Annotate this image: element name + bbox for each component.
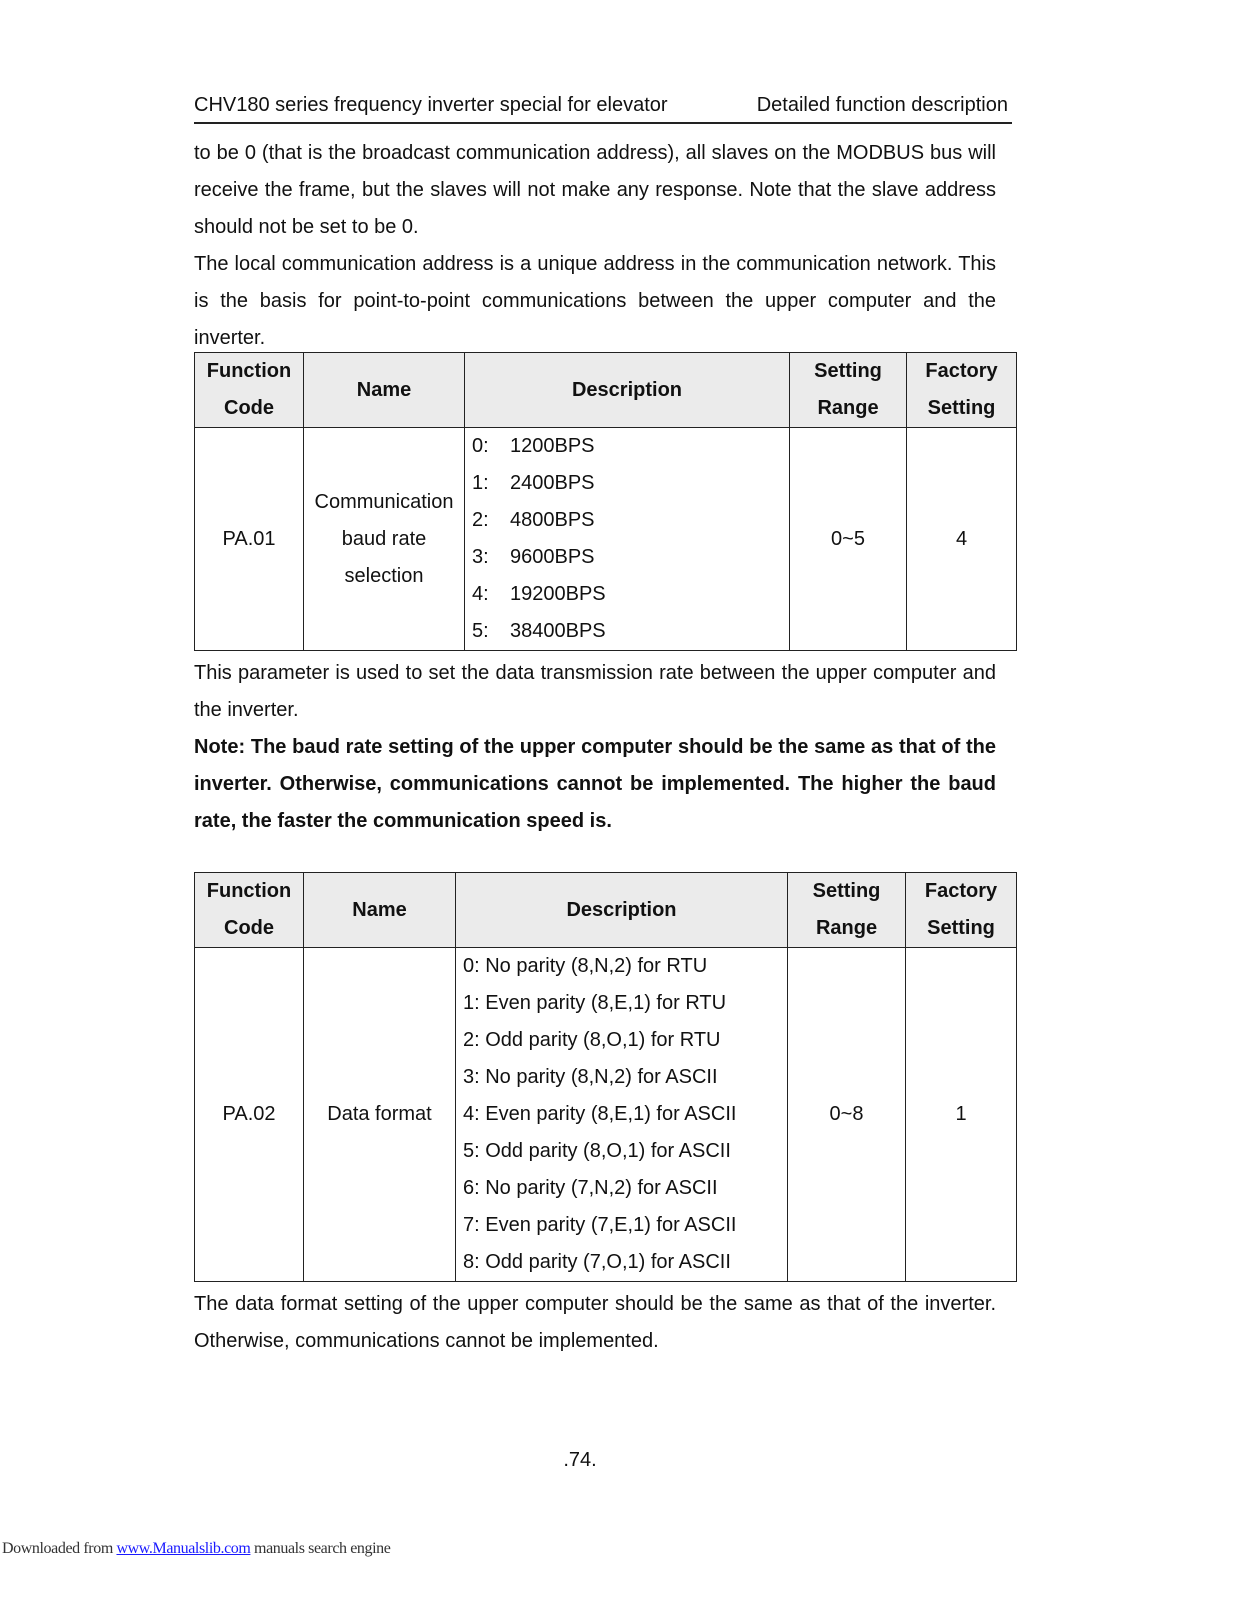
header-description: Description — [456, 873, 788, 948]
name-cell: Data format — [304, 948, 456, 1282]
paragraph-data-format: The data format setting of the upper computer should be the same as that of the inverter. Otherwise, communications cannot be implemented. — [194, 1293, 996, 1352]
option-line: 0: No parity (8,N,2) for RTU — [463, 955, 708, 977]
header-factory-setting: Factory Setting — [906, 873, 1017, 948]
header-name: Name — [304, 873, 456, 948]
header-setting-range: Setting Range — [790, 353, 907, 428]
header-title: CHV180 series frequency inverter special for elevator — [194, 94, 668, 116]
footer-suffix: manuals search engine — [250, 1540, 391, 1557]
option-line: 1: 2400BPS — [472, 472, 595, 494]
option-line: 2: Odd parity (8,O,1) for RTU — [463, 1029, 721, 1051]
page-number: .74. — [563, 1449, 597, 1471]
header-function-code: Function Code — [195, 353, 304, 428]
table-header-row — [195, 353, 1017, 428]
option-line: 5: 38400BPS — [472, 620, 606, 642]
manualslib-link[interactable]: www.Manualslib.com — [116, 1540, 251, 1557]
note-paragraph: Note: The baud rate setting of the upper computer should be the same as that of the inverter. Otherwise, communications cannot be implemented. The higher the baud rate, the faster the communication speed is. — [194, 736, 996, 832]
option-line: 3: 9600BPS — [472, 546, 595, 568]
page-header — [194, 92, 1012, 124]
header-name: Name — [304, 353, 465, 428]
paragraph-local-address: The local communication address is a unique address in the communication network. This is the basis for point-to-point communications between the upper computer and the inverter. — [194, 253, 996, 349]
table-header-row — [195, 873, 1017, 948]
option-line: 6: No parity (7,N,2) for ASCII — [463, 1177, 718, 1199]
description-cell — [456, 948, 788, 1282]
table-row — [195, 428, 1017, 651]
option-line: 0: 1200BPS — [472, 435, 595, 457]
function-code-cell: PA.02 — [195, 948, 304, 1282]
setting-range-cell: 0~8 — [788, 948, 906, 1282]
paragraph-baud-rate: This parameter is used to set the data transmission rate between the upper computer and the inverter. — [194, 662, 996, 721]
download-footer — [2, 1540, 390, 1558]
header-setting-range: Setting Range — [788, 873, 906, 948]
option-line: 1: Even parity (8,E,1) for RTU — [463, 992, 727, 1014]
option-line: 3: No parity (8,N,2) for ASCII — [463, 1066, 718, 1088]
header-section: Detailed function description — [756, 94, 1008, 116]
name-cell: Communication baud rate selection — [304, 428, 465, 651]
footer-prefix: Downloaded from — [2, 1540, 117, 1557]
setting-range-cell: 0~5 — [790, 428, 907, 651]
header-factory-setting: Factory Setting — [907, 353, 1017, 428]
option-line: 7: Even parity (7,E,1) for ASCII — [463, 1214, 737, 1236]
option-line: 8: Odd parity (7,O,1) for ASCII — [463, 1251, 731, 1273]
option-line: 4: Even parity (8,E,1) for ASCII — [463, 1103, 737, 1125]
factory-setting-cell: 4 — [907, 428, 1017, 651]
factory-setting-cell: 1 — [906, 948, 1017, 1282]
header-description: Description — [465, 353, 790, 428]
baud-rate-table — [194, 352, 1017, 651]
option-line: 4: 19200BPS — [472, 583, 606, 605]
option-line: 2: 4800BPS — [472, 509, 595, 531]
description-cell — [465, 428, 790, 651]
option-line: 5: Odd parity (8,O,1) for ASCII — [463, 1140, 731, 1162]
data-format-table — [194, 872, 1017, 1282]
header-function-code: Function Code — [195, 873, 304, 948]
function-code-cell: PA.01 — [195, 428, 304, 651]
table-row — [195, 948, 1017, 1282]
paragraph-broadcast: to be 0 (that is the broadcast communication address), all slaves on the MODBUS bus will receive the frame, but the slaves will not make any response. Note that the slave address should not be set to be 0. — [194, 142, 996, 238]
